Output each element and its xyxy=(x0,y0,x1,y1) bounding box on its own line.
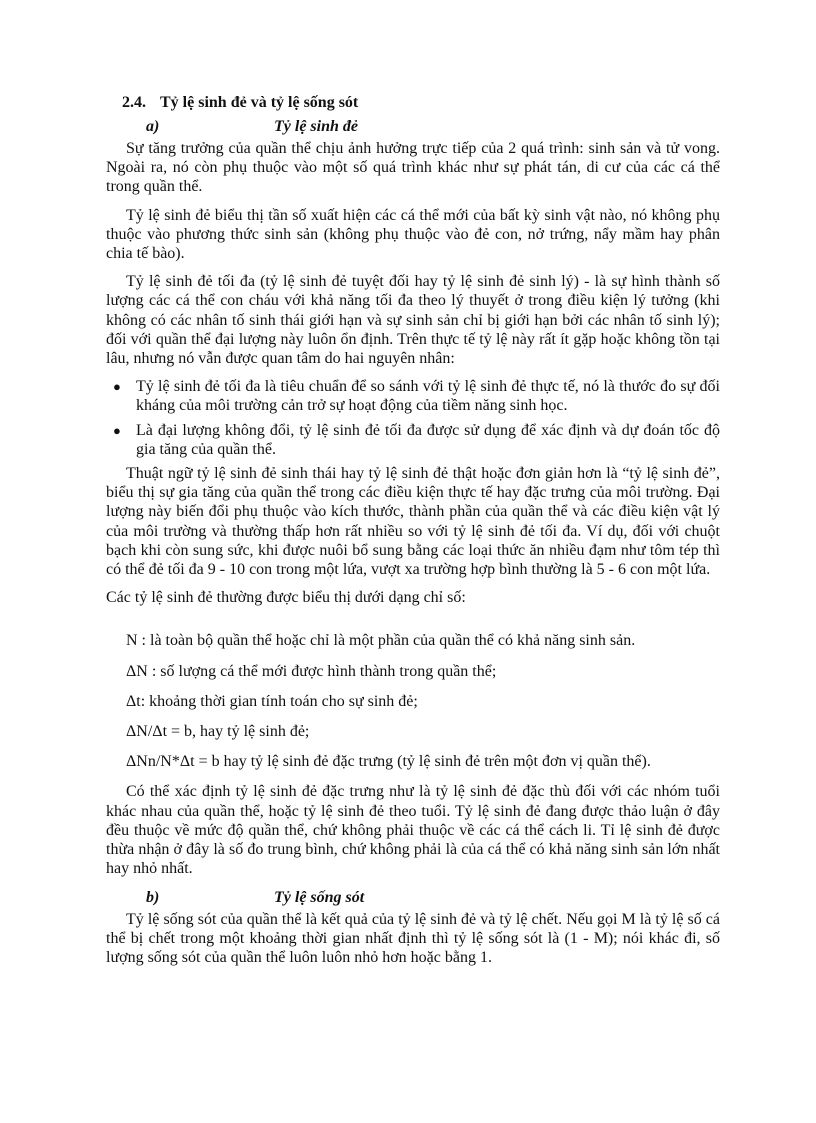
subsection-a-letter: a) xyxy=(146,118,160,135)
paragraph-max-birth-rate: Tỷ lệ sinh đẻ tối đa (tỷ lệ sinh đẻ tuyệt đối hay tỷ lệ sinh đẻ sinh lý) - là sự hình thành số lượng các cá thể con cháu với khả năng tối đa theo lý thuyết ở trong điều kiện lý tưởng (khi không có các nhân tố sinh thái giới hạn và sự sinh sản chỉ bị giới hạn bởi các nhân tố sinh lý); đối với quần thể đại lượng này luôn ổn định. Trên thực tế tỷ lệ này rất ít gặp hoặc không tồn tại lâu, nhưng nó vẫn được quan tâm do hai nguyên nhân: xyxy=(106,273,720,368)
document-page xyxy=(106,93,720,976)
subsection-b-heading xyxy=(106,888,720,908)
paragraph-specific-birth-rate: Có thể xác định tỷ lệ sinh đẻ đặc trưng như là tỷ lệ sinh đẻ đặc thù đối với các nhóm tuổi khác nhau của quần thể, hoặc tỷ lệ sinh đẻ theo tuổi. Tỷ lệ sinh đẻ đang được thảo luận ở đây đều thuộc về mức độ quần thể, chứ không phải thuộc về các cá thể cách li. Tỉ lệ sinh đẻ được thừa nhận ở đây là số đo trung bình, chứ không phải là của cá thể có khả năng sinh sản lớn nhất hay nhỏ nhất. xyxy=(106,783,720,878)
subsection-b-title: Tỷ lệ sống sót xyxy=(274,888,365,906)
bullet-icon: ● xyxy=(113,422,121,438)
bullet-icon: ● xyxy=(113,379,121,395)
subsection-b-letter: b) xyxy=(146,888,160,906)
section-title: Tỷ lệ sinh đẻ và tỷ lệ sống sót xyxy=(160,94,359,111)
list-item-text: Là đại lượng không đổi, tỷ lệ sinh đẻ tối đa được sử dụng để xác định và dự đoán tốc độ gia tăng của quần thể. xyxy=(136,421,720,458)
section-heading xyxy=(122,93,720,113)
paragraph-birth-rate-definition: Tỷ lệ sinh đẻ biểu thị tần số xuất hiện các cá thể mới của bất kỳ sinh vật nào, nó không phụ thuộc vào phương thức sinh sản (không phụ thuộc vào đẻ con, nở trứng, nẩy mầm hay phân chia tế bào). xyxy=(106,206,720,263)
definition-specific-birth-rate: ΔNn/N*Δt = b hay tỷ lệ sinh đẻ đặc trưng (tỷ lệ sinh đẻ trên một đơn vị quần thể). xyxy=(126,753,651,771)
list-item xyxy=(106,377,720,415)
list-item-text: Tỷ lệ sinh đẻ tối đa là tiêu chuẩn để so sánh với tỷ lệ sinh đẻ thực tế, nó là thước đo sự đối kháng của môi trường cản trở sự hoạt động của tiềm năng sinh học. xyxy=(136,378,720,415)
paragraph-ecological-birth-rate: Thuật ngữ tỷ lệ sinh đẻ sinh thái hay tỷ lệ sinh đẻ thật hoặc đơn giản hơn là “tỷ lệ sinh đẻ”, biểu thị sự gia tăng của quần thể trong các điều kiện thực tế hay đặc trưng của môi trường. Đại lượng này biến đổi phụ thuộc vào kích thước, thành phần của quần thể và các điều kiện vật lý của môi trường và thường thấp hơn rất nhiều so với tỷ lệ sinh đẻ tối đa. Ví dụ, đối với chuột bạch khi còn sung sức, khi được nuôi bổ sung bằng các loại thức ăn nhiều đạm như tôm tép thì có thể đẻ tối đa 9 - 10 con trong một lứa, vượt xa trường hợp bình thường là 5 - 6 con một lứa. xyxy=(106,465,720,579)
paragraph-growth: Sự tăng trưởng của quần thể chịu ảnh hưởng trực tiếp của 2 quá trình: sinh sản và tử vong. Ngoài ra, nó còn phụ thuộc vào một số quá trình khác như sự phát tán, di cư của các cá thể trong quần thể. xyxy=(106,140,720,196)
reasons-list xyxy=(106,377,720,459)
definition-n: N : là toàn bộ quần thể hoặc chỉ là một phần của quần thể có khả năng sinh sản. xyxy=(126,632,636,650)
definition-delta-n: ΔN : số lượng cá thể mới được hình thành trong quần thể; xyxy=(126,662,497,680)
section-number: 2.4. xyxy=(122,94,146,111)
subsection-a-heading xyxy=(106,117,720,137)
definition-birth-rate: ΔN/Δt = b, hay tỷ lệ sinh đẻ; xyxy=(126,723,310,741)
paragraph-survival: Tỷ lệ sống sót của quần thể là kết quả của tỷ lệ sinh đẻ và tỷ lệ chết. Nếu gọi M là tỷ lệ số cá thể bị chết trong một khoảng thời gian nhất định thì tỷ lệ sống sót là (1 - M); nói khác đi, số lượng sống sót của quần thể luôn luôn nhỏ hơn hoặc bằng 1. xyxy=(106,910,720,966)
definition-delta-t: Δt: khoảng thời gian tính toán cho sự sinh đẻ; xyxy=(126,692,418,710)
subsection-a-title: Tỷ lệ sinh đẻ xyxy=(274,118,358,135)
index-intro: Các tỷ lệ sinh đẻ thường được biểu thị dưới dạng chỉ số: xyxy=(106,589,466,607)
list-item xyxy=(106,421,720,459)
